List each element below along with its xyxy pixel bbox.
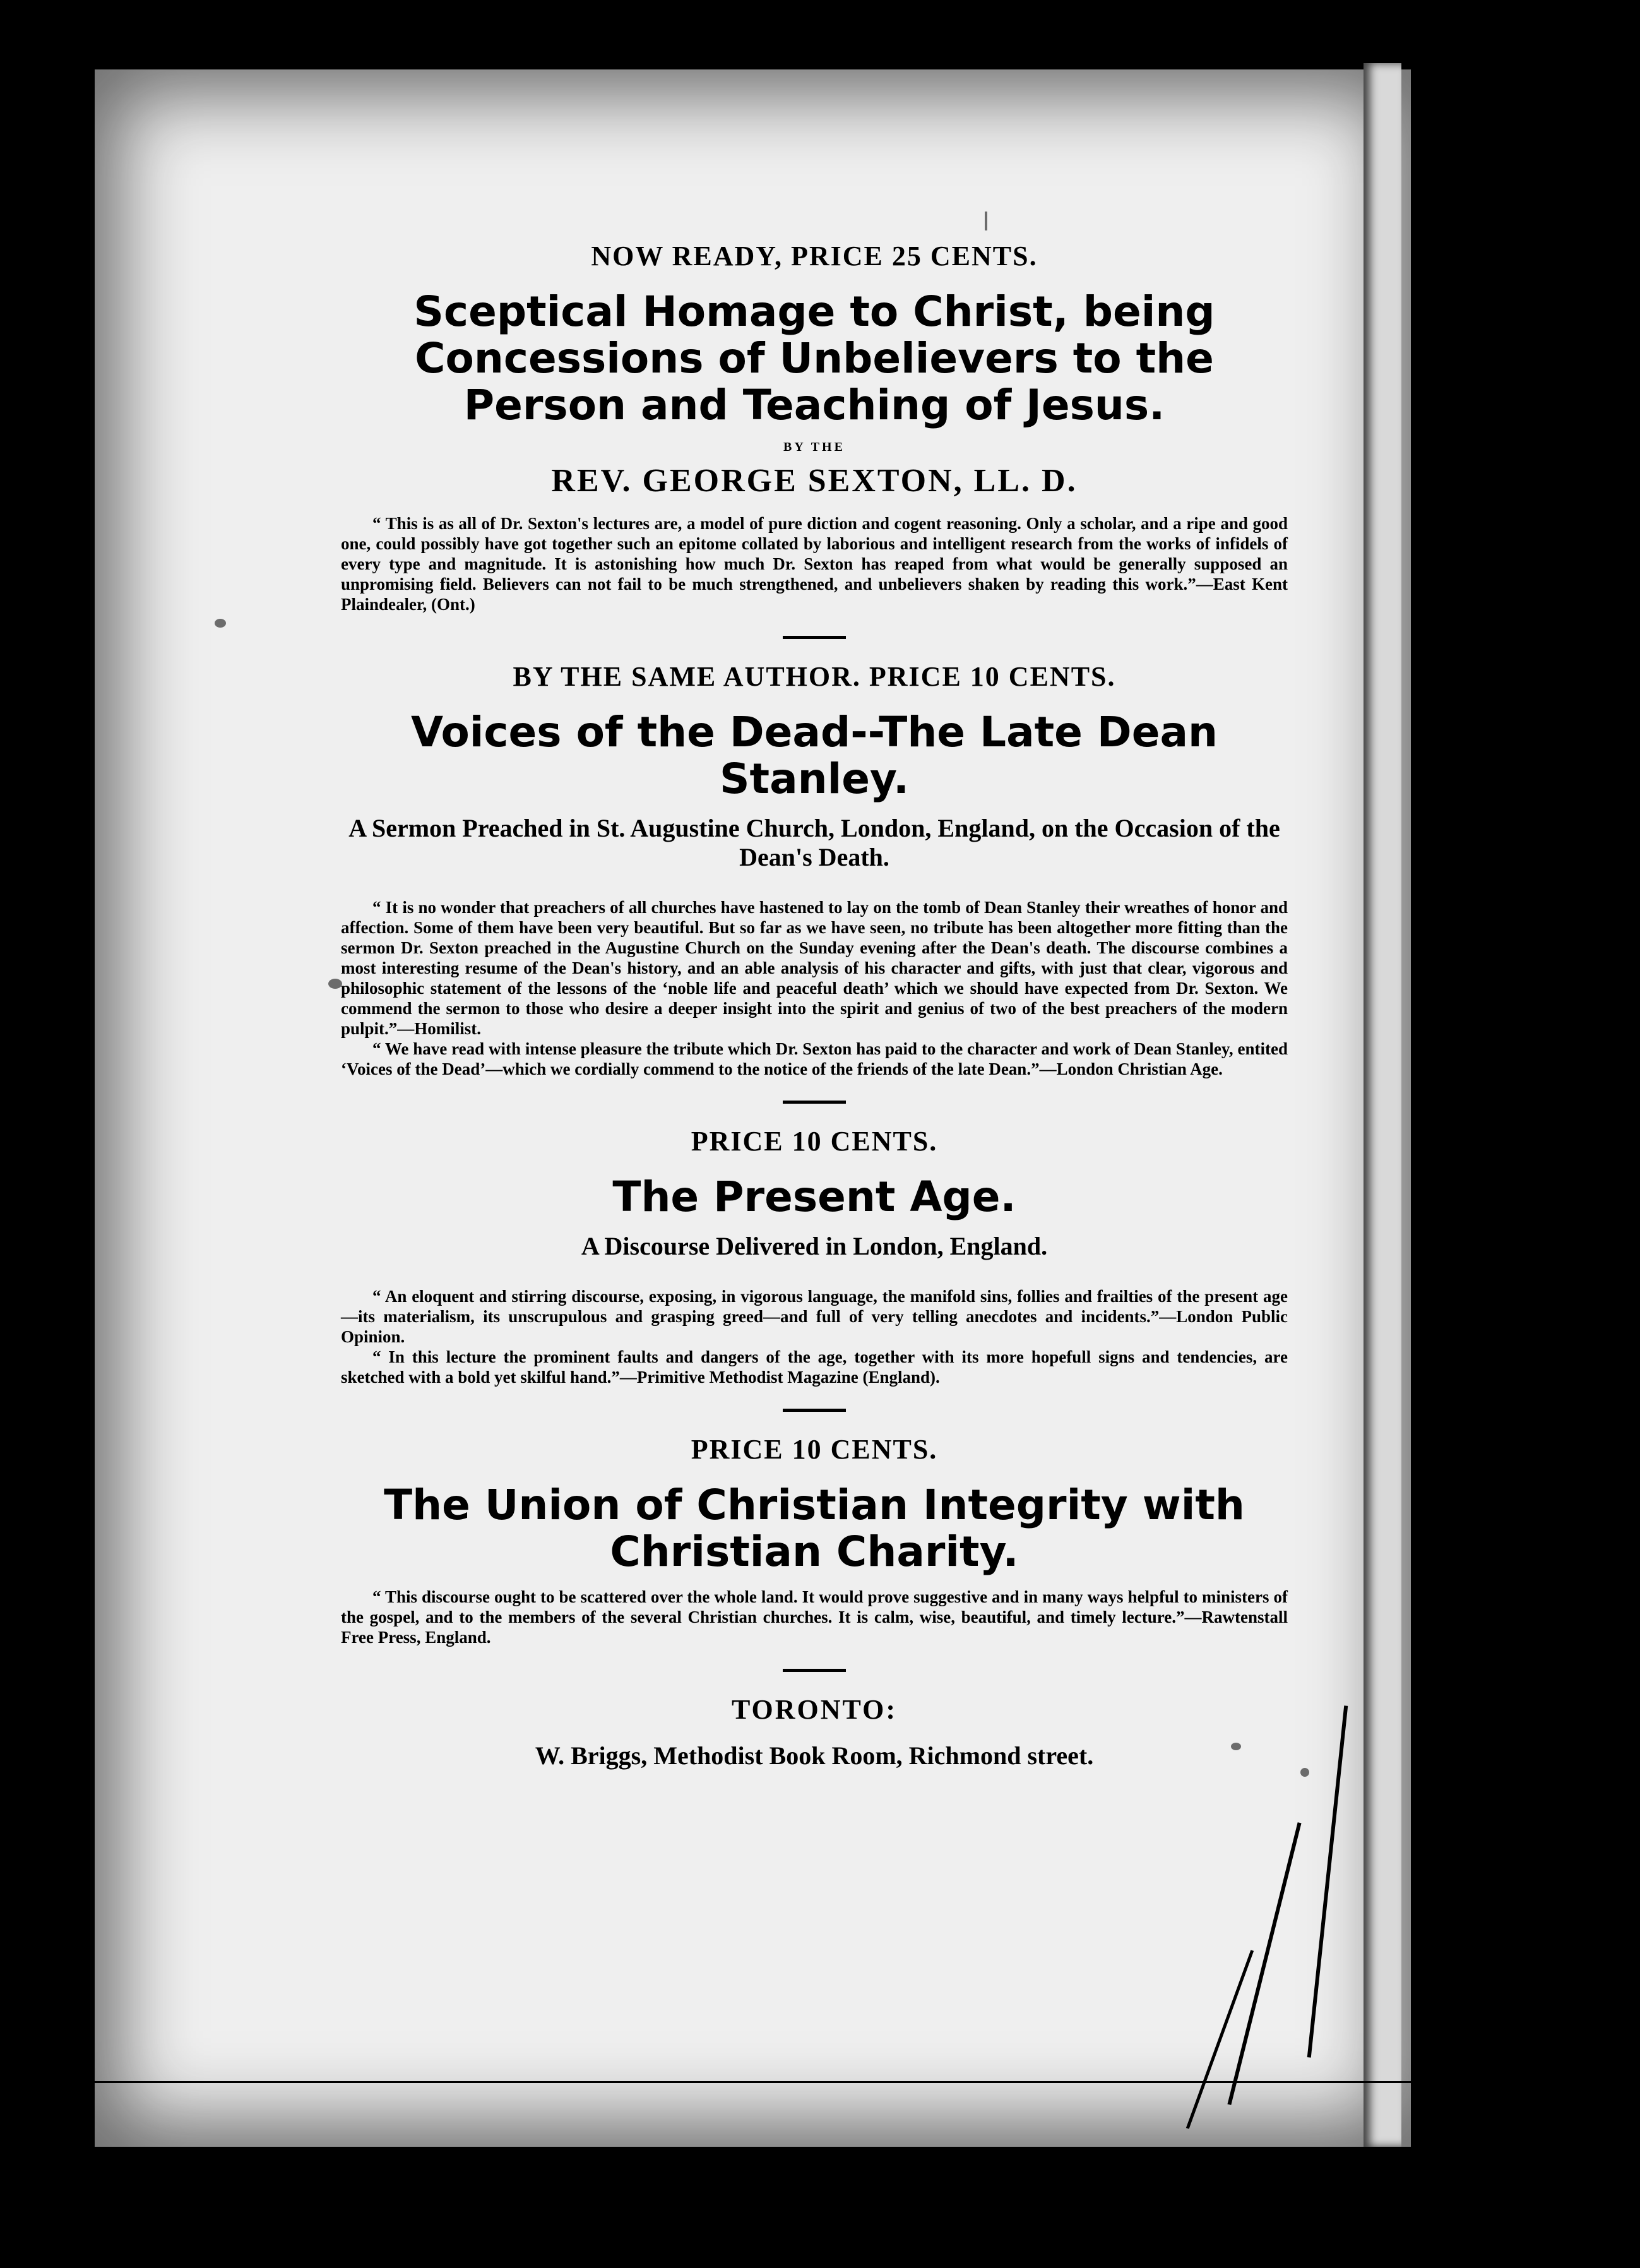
book-title: The Union of Christian Integrity with Christian Charity.: [384, 1481, 1245, 1576]
ad-section-1: [341, 240, 1288, 614]
book-subtitle: A Sermon Preached in St. Augustine Church, London, England, on the Occasion of the Dean's Death.: [348, 814, 1280, 871]
imprint: [341, 1693, 1288, 1770]
imprint-city: TORONTO:: [732, 1694, 897, 1725]
review-quote: “ We have read with intense pleasure the tribute which Dr. Sexton has paid to the character and work of Dean Stanley, entited ‘Voices of the Dead’—which we cordially commend to the notice of the friends of the late Dean.”—London Christian Age.: [341, 1039, 1288, 1078]
price-heading: NOW READY, PRICE 25 CENTS.: [591, 241, 1038, 272]
advertisement-page: [341, 240, 1288, 1770]
ink-speck: [215, 619, 226, 628]
ink-speck: [328, 979, 342, 989]
section-divider: [783, 1409, 846, 1412]
review-quote: “ In this lecture the prominent faults and dangers of the age, together with its more hopefull signs and tendencies, are sketched with a bold yet skilful hand.”—Primitive Methodist Magazine (England).: [341, 1347, 1288, 1387]
ink-speck: [1300, 1768, 1309, 1777]
scan-line: [0, 2081, 1640, 2083]
price-heading: PRICE 10 CENTS.: [691, 1434, 938, 1465]
book-title: Voices of the Dead--The Late Dean Stanley.: [410, 708, 1218, 803]
review-quote: “ This discourse ought to be scattered over the whole land. It would prove suggestive and in many ways helpful to ministers of the gospel, and to the members of the several Christian churches. It is calm, wise, beautiful, and timely lecture.”—Rawtenstall Free Press, England.: [341, 1587, 1288, 1647]
book-title: The Present Age.: [612, 1173, 1016, 1221]
ad-section-3: [341, 1125, 1288, 1387]
page-edge: [1364, 63, 1401, 2147]
byline-label: BY THE: [783, 440, 845, 454]
ink-speck: [985, 212, 987, 230]
price-heading: BY THE SAME AUTHOR. PRICE 10 CENTS.: [513, 661, 1116, 692]
book-subtitle: A Discourse Delivered in London, England.: [581, 1232, 1048, 1260]
ad-section-2: [341, 660, 1288, 1079]
review-quote: “ It is no wonder that preachers of all churches have hastened to lay on the tomb of Dean Stanley their wreathes of honor and affection. Some of them have been very beautiful. But so far as we have seen, no tribute has been altogether more fitting than the sermon Dr. Sexton preached in the Augustine Church on the Sunday evening after the Dean's death. The discourse combines a most interesting resume of the Dean's history, and an able analysis of his character and gifts, with just that clear, vigorous and philosophic statement of the lessons of the ‘noble life and peaceful death’ which we should have expected from Dr. Sexton. We commend the sermon to those who desire a deeper insight into the spirit and genius of two of the best preachers of the modern pulpit.”—Homilist.: [341, 898, 1288, 1038]
price-heading: PRICE 10 CENTS.: [691, 1126, 938, 1157]
review-quote: “ This is as all of Dr. Sexton's lectures are, a model of pure diction and cogent reasoning. Only a scholar, and a ripe and good one, could possibly have got together such an epitome collated by laborious and intelligent research from the works of infidels of every type and magnitude. It is astonishing how much Dr. Sexton has reaped from what would be generally supposed an unpromising field. Believers can not fail to be much strengthened, and unbelievers shaken by reading this work.”—East Kent Plaindealer, (Ont.): [341, 514, 1288, 614]
review-quote: “ An eloquent and stirring discourse, exposing, in vigorous language, the manifold sins, follies and frailties of the present age—its materialism, its unscrupulous and grasping greed—and full of very telling anecdotes and incidents.”—London Public Opinion.: [341, 1287, 1288, 1346]
section-divider: [783, 636, 846, 639]
section-divider: [783, 1669, 846, 1672]
author-name: REV. GEORGE SEXTON, LL. D.: [551, 463, 1078, 499]
book-title: Sceptical Homage to Christ, being Concessions of Unbelievers to the Person and Teaching of Jesus.: [413, 287, 1215, 429]
ad-section-4: [341, 1433, 1288, 1647]
imprint-publisher: W. Briggs, Methodist Book Room, Richmond street.: [535, 1741, 1094, 1770]
section-divider: [783, 1101, 846, 1104]
